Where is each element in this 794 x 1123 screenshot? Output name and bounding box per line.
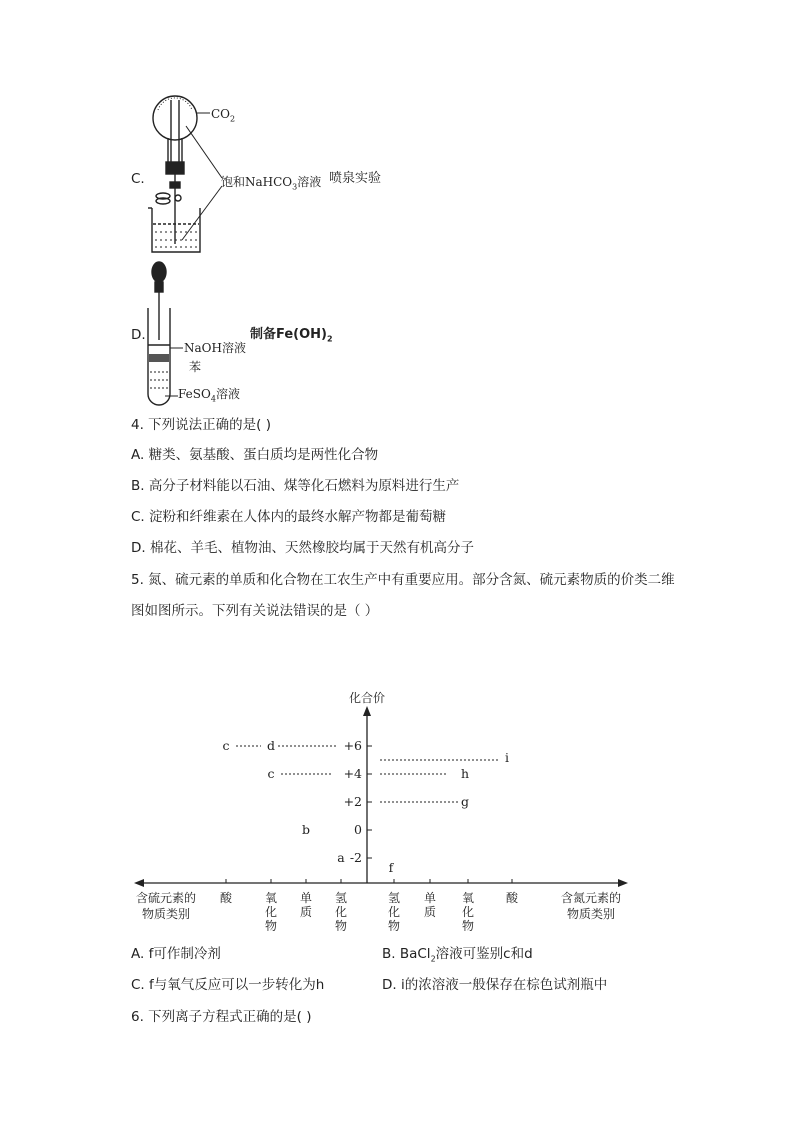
q4-option-d: D. 棉花、羊毛、植物油、天然橡胶均属于天然有机高分子: [131, 540, 474, 556]
sulfur-axis-title: 含硫元素的: [135, 891, 197, 905]
point-label-d: d: [266, 738, 276, 753]
sulfur-category-label: 酸: [219, 891, 233, 905]
sulfur-category-label: 化: [264, 905, 278, 919]
q5-option-d: D. i的浓溶液一般保存在棕色试剂瓶中: [382, 977, 608, 993]
q4-option-c: C. 淀粉和纤维素在人体内的最终水解产物都是葡萄糖: [131, 509, 447, 525]
feoh2-subscript: 2: [327, 334, 333, 344]
point-label-h: h: [460, 766, 470, 781]
feso4-subscript: 4: [210, 394, 216, 404]
point-label-g: g: [460, 794, 470, 809]
q5-option-c: C. f与氧气反应可以一步转化为h: [131, 977, 325, 993]
sulfur-category-label: 氢: [334, 891, 348, 905]
nitrogen-axis-title: 物质类别: [566, 907, 616, 921]
feso4-label: [178, 388, 240, 403]
q4-stem: 4. 下列说法正确的是( ): [131, 417, 271, 433]
nahco3-solution-text: 溶液: [297, 175, 322, 189]
sulfur-category-label: 氧: [264, 891, 278, 905]
apparatus-drawings: [0, 0, 794, 420]
nitrogen-category-label: 物: [461, 919, 475, 933]
q5-option-b-subscript: 2: [430, 954, 436, 964]
sulfur-category-label: 物: [334, 919, 348, 933]
nitrogen-category-label: 化: [387, 905, 401, 919]
y-tick-label: +2: [343, 794, 362, 809]
co2-subscript: 2: [230, 114, 236, 124]
nitrogen-axis-title: 含氮元素的: [560, 891, 622, 905]
sulfur-axis-title: 物质类别: [141, 907, 191, 921]
nahco3-label: [221, 176, 321, 191]
point-label-c: c: [267, 766, 275, 781]
q5-option-b: [382, 948, 533, 964]
point-label-c: c: [222, 738, 230, 753]
q4-option-b: B. 高分子材料能以石油、煤等化石燃料为原料进行生产: [131, 478, 460, 494]
option-d-letter: D.: [131, 327, 146, 343]
co2-label: [211, 108, 235, 123]
test-tube-drawing: [148, 262, 183, 405]
sulfur-category-label: 质: [299, 905, 313, 919]
x-axis-right-arrow: [618, 879, 628, 887]
q5-stem-line2: 图如图所示。下列有关说法错误的是（ ）: [131, 603, 379, 619]
point-label-a: a: [337, 850, 345, 865]
feoh2-caption: [250, 328, 333, 344]
q5-option-a: A. f可作制冷剂: [131, 946, 221, 962]
q4-option-a: A. 糖类、氨基酸、蛋白质均是两性化合物: [131, 447, 379, 463]
nahco3-subscript: 3: [292, 182, 298, 192]
point-label-b: b: [301, 822, 311, 837]
naoh-label: NaOH溶液: [184, 341, 246, 355]
option-c-letter: C.: [131, 171, 145, 187]
y-tick-label: +4: [343, 766, 362, 781]
y-tick-label: +6: [343, 738, 362, 753]
nitrogen-category-label: 物: [387, 919, 401, 933]
nitrogen-category-label: 单: [423, 891, 437, 905]
feoh2-text: 制备Fe(OH): [250, 327, 327, 342]
fountain-caption: 喷泉实验: [329, 171, 382, 186]
nitrogen-category-label: 化: [461, 905, 475, 919]
q5-option-b-text-rest: 溶液可鉴别c和d: [435, 946, 533, 962]
y-axis-arrow: [363, 706, 371, 716]
y-axis-title: 化合价: [348, 691, 386, 705]
nitrogen-category-label: 氧: [461, 891, 475, 905]
point-label-i: i: [505, 750, 509, 765]
nitrogen-category-label: 质: [423, 905, 437, 919]
x-axis-left-arrow: [134, 879, 144, 887]
nitrogen-category-label: 氢: [387, 891, 401, 905]
feso4-solution-text: 溶液: [215, 387, 240, 401]
q6-stem: 6. 下列离子方程式正确的是( ): [131, 1009, 312, 1025]
benzene-label: 苯: [189, 360, 202, 374]
sulfur-category-label: 化: [334, 905, 348, 919]
feso4-text: FeSO: [178, 387, 211, 401]
q5-stem-line1: 5. 氮、硫元素的单质和化合物在工农生产中有重要应用。部分含氮、硫元素物质的价类二维: [131, 572, 675, 588]
y-tick-label: 0: [354, 822, 362, 837]
sulfur-category-label: 物: [264, 919, 278, 933]
co2-text: CO: [211, 107, 231, 121]
nahco3-text: 饱和NaHCO: [221, 175, 293, 189]
y-tick-label: -2: [349, 850, 362, 865]
point-label-f: f: [388, 860, 394, 875]
q5-option-b-text: B. BaCl: [382, 946, 431, 962]
sulfur-category-label: 单: [299, 891, 313, 905]
nitrogen-category-label: 酸: [505, 891, 519, 905]
